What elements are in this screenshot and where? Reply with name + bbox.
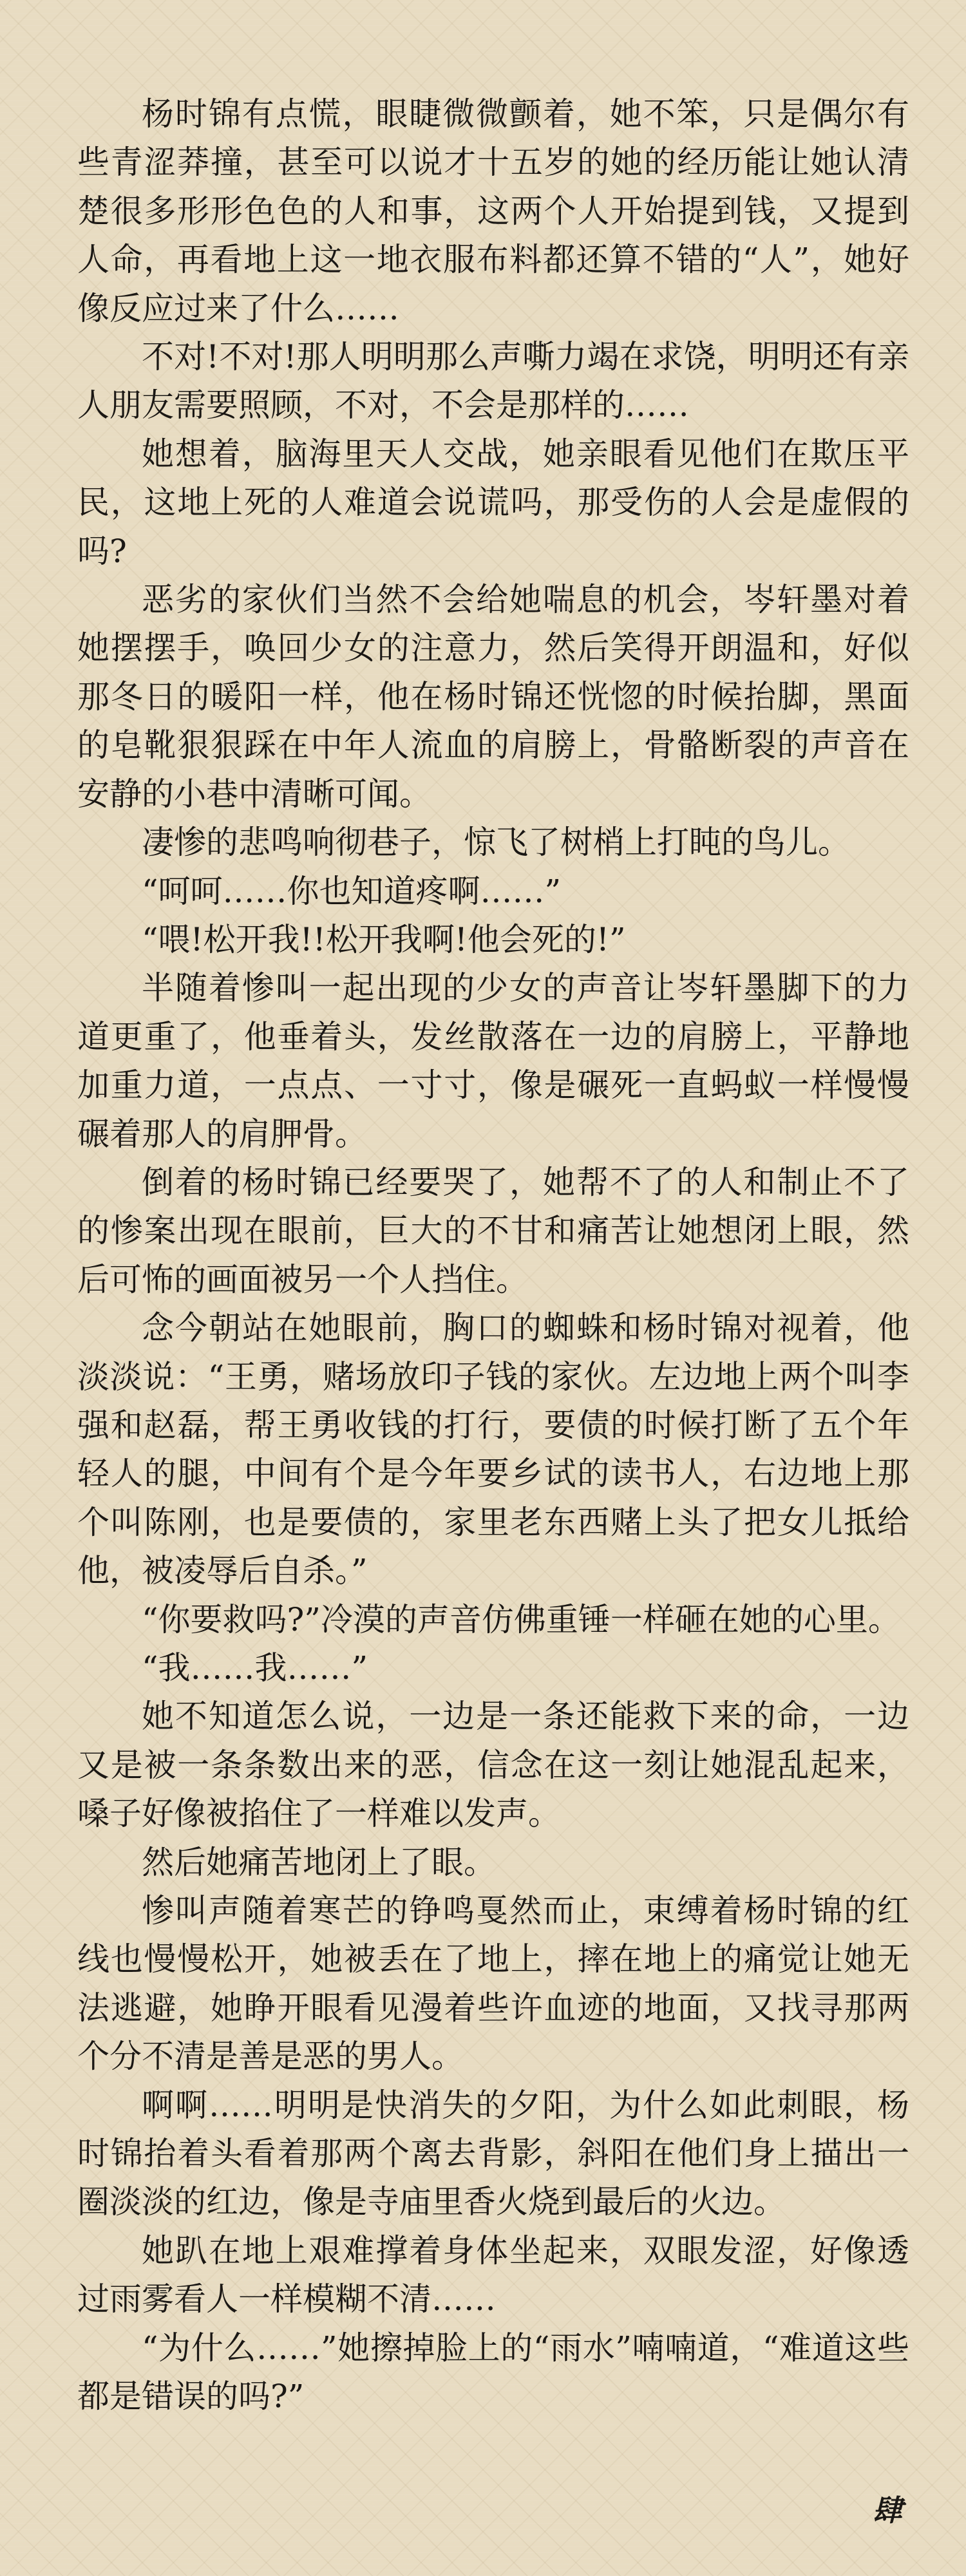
paragraph: 恶劣的家伙们当然不会给她喘息的机会，岑轩墨对着她摆摆手，唤回少女的注意力，然后笑得开朗温和，好似那冬日的暖阳一样，他在杨时锦还恍惚的时候抬脚，黑面的皂靴狠狠踩在中年人流血的肩膀上，骨骼断裂的声音在安静的小巷中清晰可闻。 — [77, 581, 909, 813]
paragraph: 倒着的杨时锦已经要哭了，她帮不了的人和制止不了的惨案出现在眼前，巨大的不甘和痛苦让她想闭上眼，然后可怖的画面被另一个人挡住。 — [77, 1163, 909, 1298]
paragraph: 她不知道怎么说，一边是一条还能救下来的命，一边又是被一条条数出来的恶，信念在这一刻让她混乱起来，嗓子好像被掐住了一样难以发声。 — [77, 1698, 909, 1833]
paragraph: 然后她痛苦地闭上了眼。 — [142, 1843, 496, 1881]
paragraph: 杨时锦有点慌，眼睫微微颤着，她不笨，只是偶尔有些青涩莽撞，甚至可以说才十五岁的她的经历能让她认清楚很多形形色色的人和事，这两个人开始提到钱，又提到人命，再看地上这一地衣服布料都还算不错的“人”，她好像反应过来了什么…… — [77, 95, 909, 327]
paragraph: 凄惨的悲鸣响彻巷子，惊飞了树梢上打盹的鸟儿。 — [142, 824, 850, 862]
body-text — [77, 90, 909, 2421]
paragraph: 不对!不对!那人明明那么声嘶力竭在求饶，明明还有亲人朋友需要照顾，不对，不会是那样的…… — [77, 338, 909, 424]
paragraph: “我……我……” — [142, 1649, 368, 1687]
paragraph: “喂!松开我!!松开我啊!他会死的!” — [142, 920, 626, 958]
paragraph: 她想着，脑海里天人交战，她亲眼看见他们在欺压平民，这地上死的人难道会说谎吗，那受伤的人会是虚假的吗? — [77, 435, 909, 570]
paragraph: 啊啊……明明是快消失的夕阳，为什么如此刺眼，杨时锦抬着头看着那两个离去背影，斜阳在他们身上描出一圈淡淡的红边，像是寺庙里香火烧到最后的火边。 — [77, 2086, 909, 2221]
page-mark: 肆 — [873, 2493, 902, 2528]
paragraph: “你要救吗?”冷漠的声音仿佛重锤一样砸在她的心里。 — [142, 1600, 900, 1638]
paragraph: “为什么……”她擦掉脸上的“雨水”喃喃道，“难道这些都是错误的吗?” — [77, 2329, 909, 2416]
paragraph: 她趴在地上艰难撑着身体坐起来，双眼发涩，好像透过雨雾看人一样模糊不清…… — [77, 2231, 909, 2318]
paragraph: 惨叫声随着寒芒的铮鸣戛然而止，束缚着杨时锦的红线也慢慢松开，她被丢在了地上，摔在地上的痛觉让她无法逃避，她睁开眼看见漫着些许血迹的地面，又找寻那两个分不清是善是恶的男人。 — [77, 1892, 909, 2076]
paragraph: 半随着惨叫一起出现的少女的声音让岑轩墨脚下的力道更重了，他垂着头，发丝散落在一边的肩膀上，平静地加重力道，一点点、一寸寸，像是碾死一直蚂蚁一样慢慢碾着那人的肩胛骨。 — [77, 969, 909, 1153]
paragraph: “呵呵……你也知道疼啊……” — [142, 872, 562, 910]
paragraph: 念今朝站在她眼前，胸口的蜘蛛和杨时锦对视着，他淡淡说：“王勇，赌场放印子钱的家伙。左边地上两个叫李强和赵磊，帮王勇收钱的打行，要债的时候打断了五个年轻人的腿，中间有个是今年要乡试的读书人，右边地上那个叫陈刚，也是要债的，家里老东西赌上头了把女儿抵给他，被凌辱后自杀。” — [77, 1309, 909, 1590]
